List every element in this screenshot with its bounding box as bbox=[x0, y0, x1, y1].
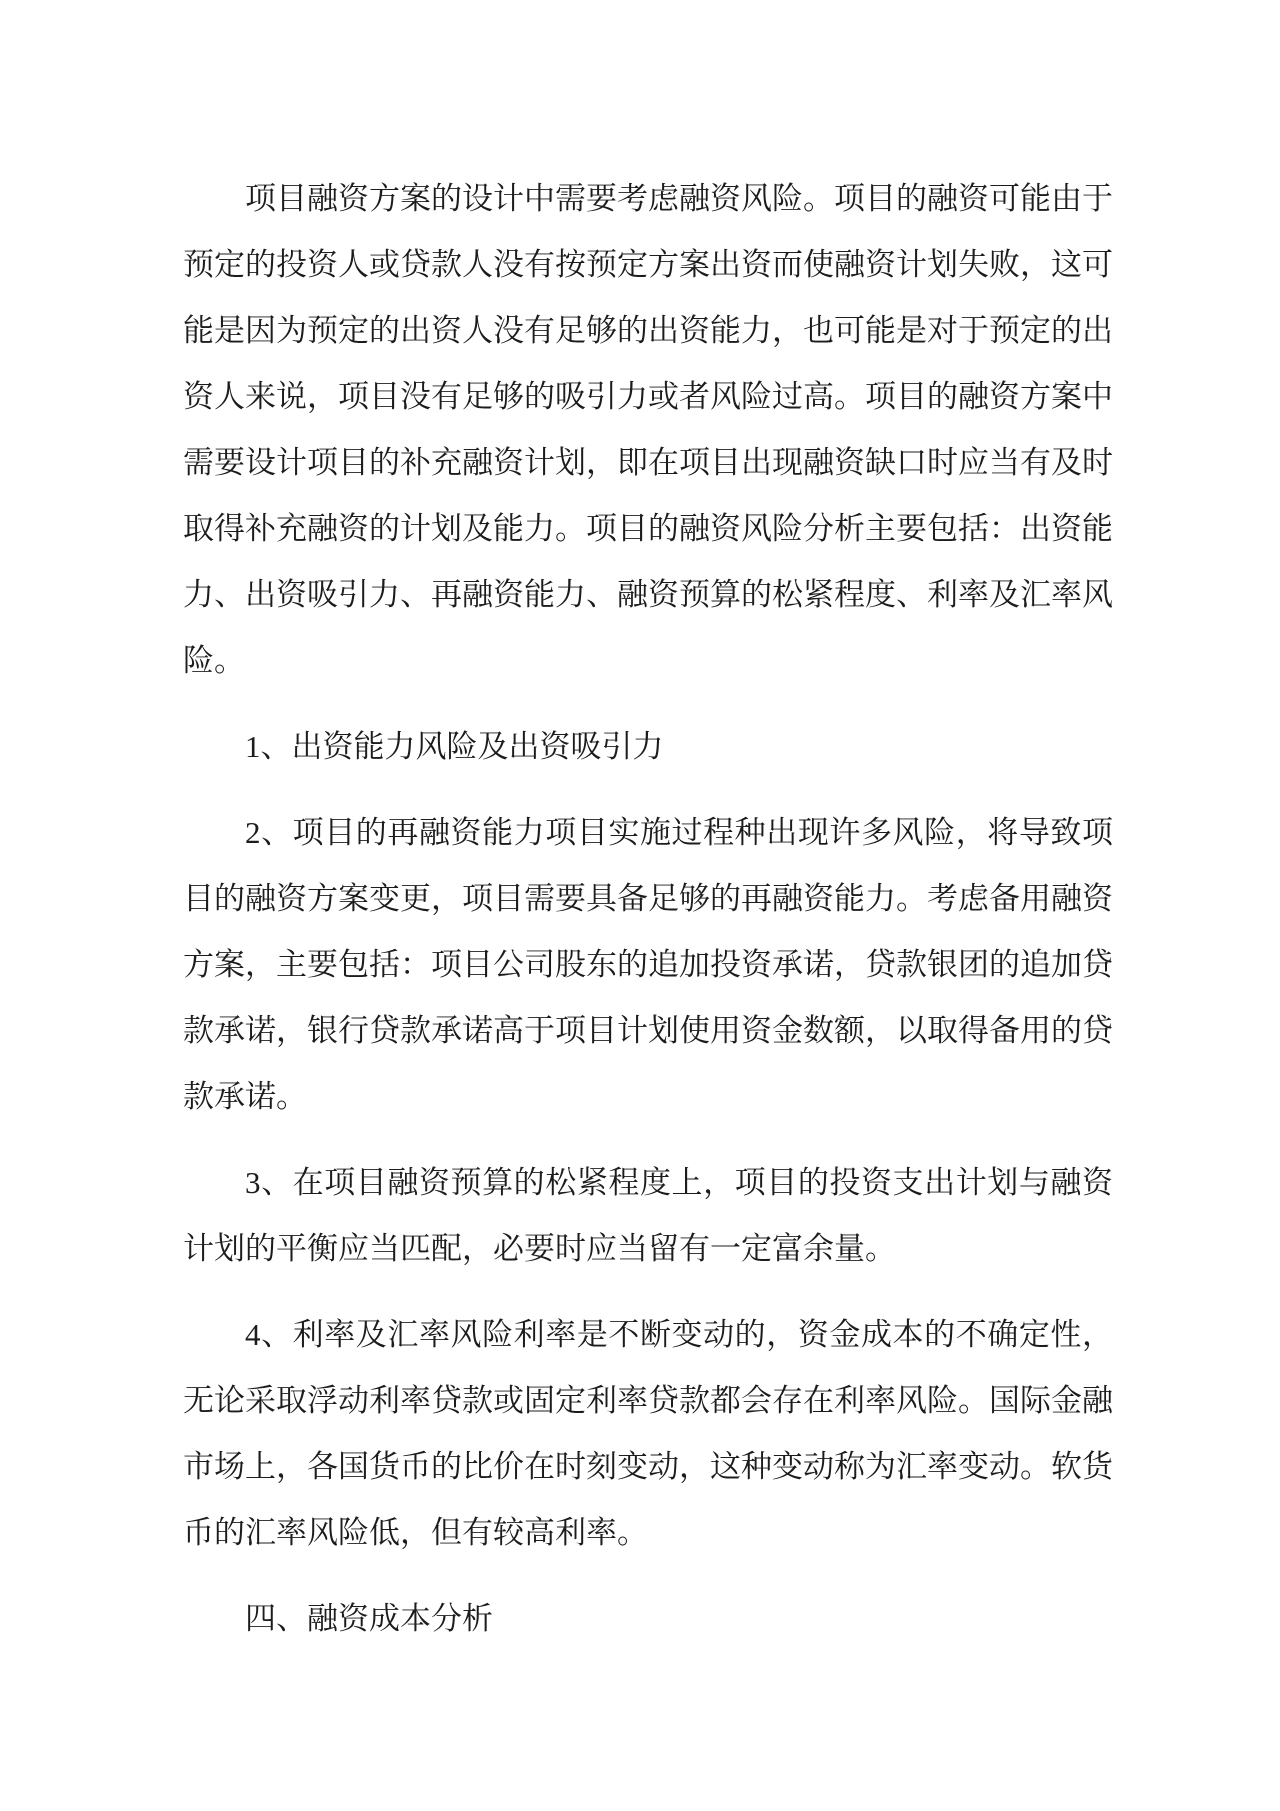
heading-section-4-financing-cost-analysis: 四、融资成本分析 bbox=[245, 1601, 493, 1636]
paragraph-financing-risk-intro: 项目融资方案的设计中需要考虑融资风险。项目的融资可能由于预定的投资人或贷款人没有按预定方案出资而使融资计划失败，这可能是因为预定的出资人没有足够的出资能力，也可能是对于预定的出资人来说，项目没有足够的吸引力或者风险过高。项目的融资方案中需要设计项目的补充融资计划，即在项目出现融资缺口时应当有及时取得补充融资的计划及能力。项目的融资风险分析主要包括：出资能力、出资吸引力、再融资能力、融资预算的松紧程度、利率及汇率风险。 bbox=[183, 181, 1113, 678]
paragraph-item-3-budget-tightness: 3、在项目融资预算的松紧程度上，项目的投资支出计划与融资计划的平衡应当匹配，必要时应当留有一定富余量。 bbox=[183, 1165, 1113, 1266]
heading-item-1-funding-capacity: 1、出资能力风险及出资吸引力 bbox=[245, 729, 664, 764]
paragraph-item-4-interest-exchange-risk: 4、利率及汇率风险利率是不断变动的，资金成本的不确定性，无论采取浮动利率贷款或固定利率贷款都会存在利率风险。国际金融市场上，各国货币的比价在时刻变动，这种变动称为汇率变动。软货币的汇率风险低，但有较高利率。 bbox=[183, 1317, 1113, 1550]
paragraph-item-2-refinancing-capacity: 2、项目的再融资能力项目实施过程种出现许多风险，将导致项目的融资方案变更，项目需要具备足够的再融资能力。考虑备用融资方案，主要包括：项目公司股东的追加投资承诺，贷款银团的追加贷款承诺，银行贷款承诺高于项目计划使用资金数额，以取得备用的贷款承诺。 bbox=[183, 815, 1113, 1114]
